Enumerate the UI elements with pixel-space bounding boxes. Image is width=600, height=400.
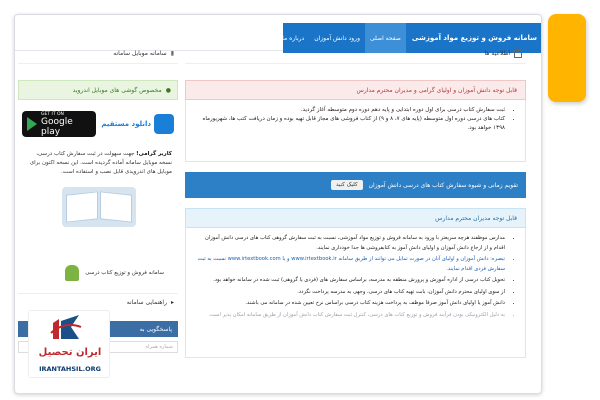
book-page-left bbox=[66, 191, 98, 222]
mobile-icon: ▮ bbox=[170, 50, 174, 57]
info-item: • به دلیل الکترونیکی بودن فرآیند فروش و توزیع کتاب های درسی، کنترل ثبت سفارش کتاب دانش آموزان از طریق سامانه امکان پذیر است. bbox=[196, 311, 505, 321]
android-small-icon: ● bbox=[165, 86, 171, 94]
news-icon bbox=[514, 50, 522, 58]
book-page-right bbox=[100, 191, 132, 222]
book-illustration bbox=[18, 179, 178, 259]
schedule-text: تقویم زمانی و شیوه سفارش کتاب های درسی دانش آموزان bbox=[368, 181, 518, 189]
logo-name: ایران تحصیل bbox=[38, 347, 102, 358]
info-item[interactable]: • تبصره: دانش آموزان و اولیای آنان در صورت تمایل می توانند از طریق سامانه www.irtextbook.ir و یا www.irtextbook.com نسبت به ثبت سفارش فردی اقدام نمایند. bbox=[196, 255, 505, 274]
announcement-item: • کتاب های درسی دوره اول متوسطه (پایه های ۷، ۸ و ۹) از کتاب فروشی های مجاز قابل تهیه بوده و زمان دریافت کتب ها، شهریورماه ۱۳۹۸ خواهد بود. bbox=[196, 115, 505, 133]
app-download-row bbox=[18, 100, 178, 148]
info-body bbox=[185, 228, 526, 358]
nav-home[interactable]: صفحه اصلی bbox=[365, 23, 406, 53]
app-icon bbox=[154, 114, 174, 134]
info-header: قابل توجه مدیران محترم مدارس bbox=[185, 208, 526, 228]
nav-student-login[interactable]: ورود دانش آموزان bbox=[314, 34, 360, 42]
main-column bbox=[185, 44, 526, 384]
info-item: • مدارس موظفند هرچه سریعتر با ورود به سامانه فروش و توزیع مواد آموزشی، نسبت به ثبت سفارش گروهی کتاب های درسی دانش آموزان اقدام و از ارجاع دانش آموزان و اولیای دانش آموز به کتابفروشی ها جدا خودداری نمایند. bbox=[196, 234, 505, 253]
info-item: • از سوی اولیای محترم دانش آموزان، بابت تهیه کتاب های درسی، وجهی به مدرسه پرداخت نگردد. bbox=[196, 288, 505, 298]
sidebar-header-label: سامانه موبایل سامانه bbox=[113, 50, 167, 57]
nav-about[interactable]: درباره ما bbox=[282, 34, 305, 42]
logo-url: IRANTAHSIL.ORG bbox=[39, 365, 101, 373]
accent-tab bbox=[548, 14, 586, 102]
breadcrumb-label: اطلاعیه ها bbox=[484, 50, 510, 57]
support-bar: پاسخگویی به bbox=[18, 321, 178, 337]
sidebar-header bbox=[18, 44, 178, 64]
iran-tahsil-logo bbox=[28, 310, 110, 378]
site-brand[interactable]: سامانه فروش و توزیع مواد آموزشی bbox=[411, 34, 537, 42]
android-icon bbox=[65, 265, 79, 281]
announcement-item: • ثبت سفارش کتاب درسی برای اول دوره ابتدایی و پایه دهم دوره دوم متوسطه آغاز گردید. bbox=[196, 106, 505, 115]
breadcrumb bbox=[185, 44, 526, 64]
direct-download-button[interactable] bbox=[101, 114, 174, 134]
google-play-button[interactable] bbox=[22, 111, 96, 137]
desc-bold: کاربر گرامی! bbox=[136, 151, 172, 157]
announcement-body bbox=[185, 100, 526, 162]
android-notice-text: مخصوص گوشی های موبایل اندروید bbox=[72, 86, 162, 94]
play-icon bbox=[27, 117, 37, 131]
info-item: • دانش آموز یا اولیای دانش آموز صرفا موظف به پرداخت هزینه کتاب درسی براساس نرخ تعیین شده در سامانه می باشند. bbox=[196, 299, 505, 309]
direct-download-label: دانلود مستقیم bbox=[101, 120, 151, 128]
android-app-row[interactable] bbox=[18, 259, 178, 287]
phone-input[interactable]: شماره همراه bbox=[18, 341, 178, 353]
alert-header: قابل توجه دانش آموزان و اولیای گرامی و مدیران محترم مدارس bbox=[185, 80, 526, 100]
android-notice bbox=[18, 80, 178, 100]
guide-icon: ▸ bbox=[170, 299, 174, 306]
desc-text: جهت سهولت در ثبت سفارش کتاب درسی، نسخه موبایل سامانه آماده گردیده است. این نسخه اکنون برای موبایل های اندرویدی قابل نصب و استفاده است. bbox=[29, 151, 172, 175]
gplay-big: Google play bbox=[41, 116, 73, 137]
android-app-text: سامانه فروش و توزیع کتاب درسی bbox=[85, 270, 164, 276]
logo-mark-icon bbox=[49, 313, 83, 343]
app-description bbox=[18, 148, 178, 179]
gplay-small: GET IT ON bbox=[41, 111, 64, 117]
guide-header[interactable] bbox=[18, 293, 178, 311]
guide-label: راهنمایی سامانه bbox=[126, 299, 167, 306]
schedule-click-button[interactable]: کلیک کنید bbox=[331, 180, 363, 190]
schedule-bar bbox=[185, 172, 526, 198]
nav-contact[interactable]: تماس با ما bbox=[245, 34, 273, 42]
info-item: • تحویل کتاب درسی از اداره آموزش و پرورش منطقه به مدرسه، براساس سفارش های (فردی یا گروهی) ثبت شده در سامانه خواهد بود. bbox=[196, 276, 505, 286]
